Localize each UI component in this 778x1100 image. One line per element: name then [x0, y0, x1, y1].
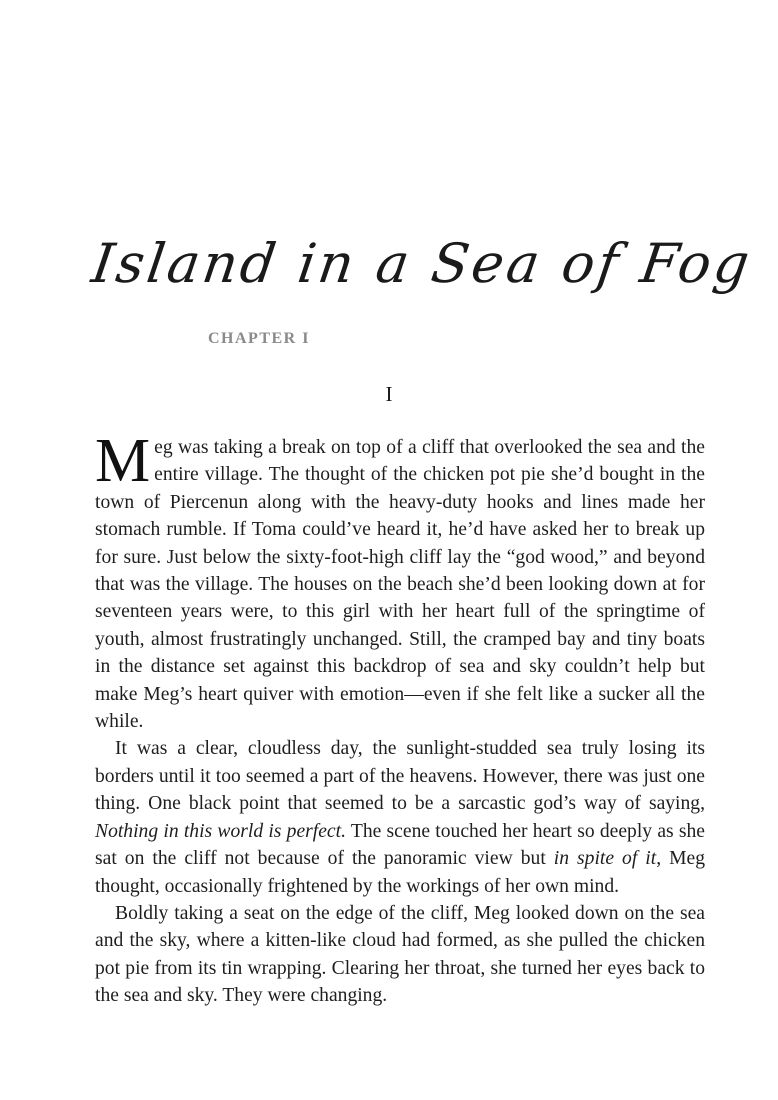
paragraph-2 — [95, 735, 705, 899]
paragraph-2-italic-b: in spite of it — [553, 848, 657, 870]
chapter-label: CHAPTER I — [208, 330, 310, 347]
paragraph-3-text: Boldly taking a seat on the edge of the cliff, Meg looked down on the sea and the sky, where a kitten-like cloud had formed, as she pulled the chicken pot pie from its tin wrapping. Clearing her throat, she turned her eyes back to the sea and sky. They were changing. — [95, 902, 705, 1007]
paragraph-3 — [95, 900, 705, 1010]
paragraph-2-text-e: , Meg thought, occasionally frightened by the workings of her own mind. — [95, 848, 706, 897]
paragraph-2-text-c: The scene touched her heart so deeply as she sat on the cliff not because of the panoramic view but — [95, 820, 705, 870]
drop-cap: M — [95, 427, 151, 495]
paragraph-2-italic-a: Nothing in this world is perfect. — [95, 820, 346, 842]
chapter-title: Island in a Sea of Fog — [88, 232, 757, 295]
body-text — [95, 427, 706, 1010]
section-number: I — [385, 382, 393, 406]
paragraph-1-text: eg was taking a break on top of a cliff that overlooked the sea and the entire village. The thought of the chicken pot pie she’d bought in the town of Piercenun along with the heavy-duty hooks and lines made her stomach rumble. If Toma could’ve heard it, he’d have asked her to break up for sure. Just below the sixty-foot-high cliff lay the “god wood,” and beyond that was the village. The houses on the beach she’d been looking down at for seventeen years were, to this girl with her heart full of the springtime of youth, almost frustratingly unchanged. Still, the cramped bay and tiny boats in the distance set against this backdrop of sea and sky couldn’t help but make Meg’s heart quiver with emotion—even if she felt like a sucker all the while. — [95, 437, 705, 733]
paragraph-1 — [95, 427, 705, 735]
paragraph-2-text-a: It was a clear, cloudless day, the sunlight-studded sea truly losing its borders until it too seemed a part of the heavens. However, there was just one thing. One black point that seemed to be a sarcastic god’s way of saying, — [95, 738, 705, 815]
